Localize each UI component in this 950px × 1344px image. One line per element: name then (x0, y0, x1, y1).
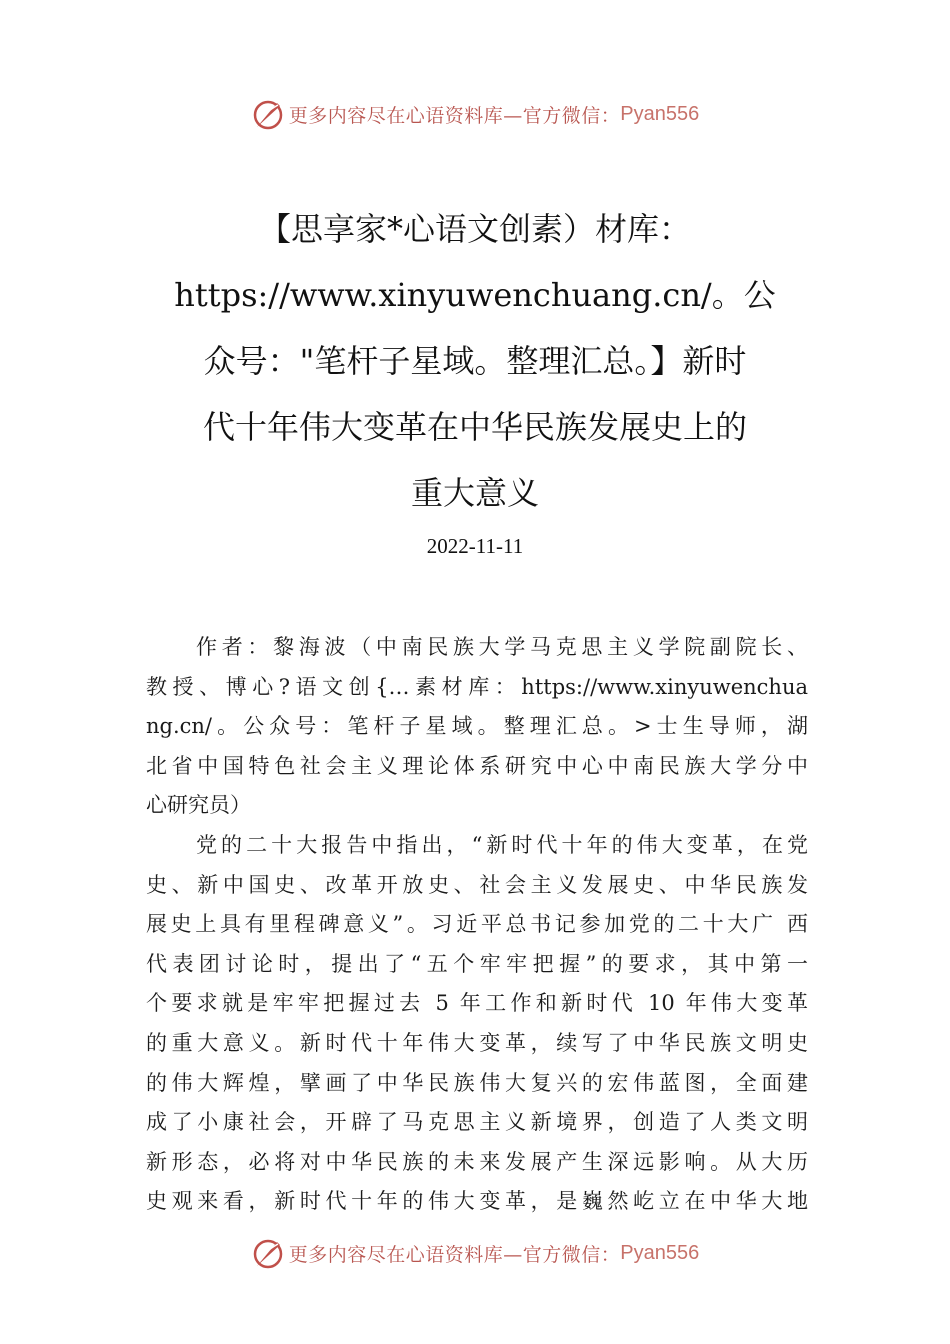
header-watermark-banner (0, 94, 950, 134)
body-line: 个要求就是牢牢把握过去 5 年工作和新时代 10 年伟大变革 (146, 991, 808, 1016)
banner-wechat-id: Pyan556 (620, 1241, 700, 1264)
quill-logo-icon (251, 97, 285, 131)
body-line: 党的二十大报告中指出，“新时代十年的伟大变革，在党 (196, 832, 808, 857)
body-line: 代表团讨论时，提出了“五个牢牢把握”的要求，其中第一 (146, 951, 808, 976)
body-line: 史、新中国史、改革开放史、社会主义发展史、中华民族发 (146, 872, 808, 897)
banner-wechat-id: Pyan556 (620, 102, 700, 125)
title-line: 代十年伟大变革在中华民族发展史上的 (202, 408, 747, 446)
body-line: 成了小康社会，开辟了马克思主义新境界，创造了人类文明 (146, 1110, 808, 1135)
body-line: 作者：黎海波（中南民族大学马克思主义学院副院长、 (196, 635, 808, 659)
body-line: 史观来看，新时代十年的伟大变革，是巍然屹立在中华大地 (146, 1189, 808, 1214)
footer-watermark-banner (0, 1233, 950, 1273)
article-body (146, 628, 808, 1222)
body-line: 展史上具有里程碑意义”。习近平总书记参加党的二十大广 西 (146, 912, 808, 937)
body-line: 的重大意义。新时代十年伟大变革，续写了中华民族文明史 (146, 1030, 808, 1055)
body-line: 的伟大辉煌，擘画了中华民族伟大复兴的宏伟蓝图，全面建 (146, 1070, 808, 1095)
body-line: 新形态，必将对中华民族的未来发展产生深远影响。从大历 (146, 1149, 808, 1174)
title-line: https://www.xinyuwenchuang.cn/。公 (174, 276, 776, 314)
banner-text: 更多内容尽在心语资料库—官方微信： (288, 104, 621, 127)
quill-logo-icon (251, 1236, 285, 1270)
title-line: 众号："笔杆子星域。整理汇总。】新时 (203, 342, 747, 380)
title-line: 【思享家*心语文创素）材库： (258, 210, 691, 248)
publish-date: 2022-11-11 (426, 534, 524, 558)
title-line: 重大意义 (410, 474, 539, 512)
body-line: 心研究员） (146, 793, 251, 818)
body-line: ng.cn/。公众号：笔杆子星域。整理汇总。>士生导师，湖 (146, 714, 808, 739)
document-title (150, 196, 800, 526)
body-line: 教授、博心?语文创{…素材库：https://www.xinyuwenchua (146, 674, 808, 699)
banner-text: 更多内容尽在心语资料库—官方微信： (288, 1243, 621, 1266)
body-line: 北省中国特色社会主义理论体系研究中心中南民族大学分中 (146, 753, 808, 778)
